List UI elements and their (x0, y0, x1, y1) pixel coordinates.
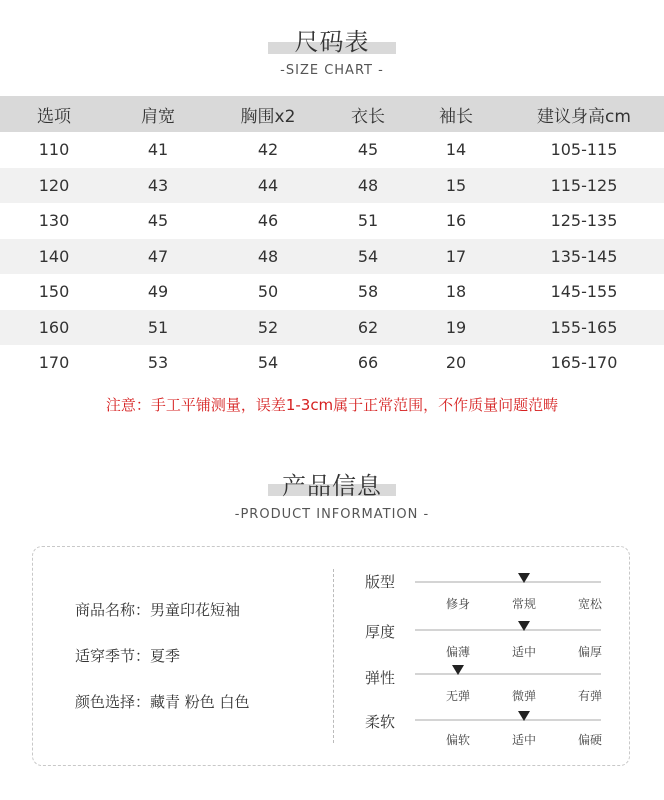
table-cell: 51 (357, 211, 379, 231)
table-cell: 51 (108, 310, 208, 346)
scale-option: 无弹 (445, 689, 470, 703)
attribute-label: 弹性 (365, 669, 396, 687)
table-cell: 48 (208, 239, 328, 275)
panel-divider (333, 569, 334, 743)
column-header: 袖长 (408, 96, 504, 132)
table-row (0, 203, 664, 239)
table-cell: 140 (0, 239, 108, 275)
scale-option: 偏软 (445, 733, 470, 747)
table-cell: 20 (445, 353, 467, 373)
table-cell: 44 (208, 168, 328, 204)
scale-option: 适中 (511, 645, 536, 659)
scale-line (415, 581, 601, 583)
scale-option: 偏厚 (577, 645, 602, 659)
product-name-field: 商品名称：男童印花短袖 (75, 601, 241, 619)
table-cell: 16 (445, 211, 467, 231)
table-cell: 105-115 (550, 140, 618, 160)
table-cell: 160 (0, 310, 108, 346)
column-header: 选项 (0, 96, 108, 132)
table-cell: 110 (38, 140, 70, 160)
table-cell: 170 (38, 353, 70, 373)
column-header: 衣长 (328, 96, 408, 132)
table-cell: 130 (38, 211, 70, 231)
table-cell: 125-135 (550, 211, 618, 231)
column-header: 胸围x2 (208, 96, 328, 132)
table-row (0, 239, 664, 275)
season-field: 适穿季节：夏季 (75, 647, 181, 665)
size-chart-subtitle: -SIZE CHART - (280, 63, 384, 78)
table-cell: 42 (257, 140, 279, 160)
attribute-label: 柔软 (365, 713, 396, 731)
table-cell: 62 (328, 310, 408, 346)
table-cell: 43 (108, 168, 208, 204)
table-cell: 48 (328, 168, 408, 204)
table-cell: 46 (257, 211, 279, 231)
table-cell: 14 (445, 140, 467, 160)
product-info-panel (32, 546, 630, 766)
table-row (0, 168, 664, 204)
scale-line (415, 629, 601, 631)
table-cell: 45 (357, 140, 379, 160)
table-cell: 165-170 (550, 353, 618, 373)
scale-line (415, 673, 601, 675)
selected-marker-icon (518, 711, 530, 721)
table-row (0, 274, 664, 310)
selected-marker-icon (518, 621, 530, 631)
table-cell: 150 (38, 282, 70, 302)
scale-line (415, 719, 601, 721)
table-header-row (0, 96, 664, 132)
table-cell: 49 (147, 282, 169, 302)
table-cell: 41 (147, 140, 169, 160)
size-chart-title: 尺码表 (294, 28, 370, 56)
table-row (0, 345, 664, 381)
selected-marker-icon (518, 573, 530, 583)
column-header: 肩宽 (108, 96, 208, 132)
table-cell: 53 (147, 353, 169, 373)
table-cell: 45 (147, 211, 169, 231)
selected-marker-icon (452, 665, 464, 675)
scale-option: 有弹 (577, 689, 602, 703)
scale-option: 偏薄 (445, 645, 470, 659)
scale-option: 宽松 (577, 597, 602, 611)
table-cell: 115-125 (504, 168, 664, 204)
table-cell: 15 (408, 168, 504, 204)
table-cell: 155-165 (504, 310, 664, 346)
product-info-heading (0, 466, 664, 522)
attribute-label: 版型 (365, 573, 396, 591)
scale-option: 适中 (511, 733, 536, 747)
table-cell: 18 (445, 282, 467, 302)
table-cell: 145-155 (550, 282, 618, 302)
table-cell: 50 (257, 282, 279, 302)
table-cell: 54 (257, 353, 279, 373)
scale-option: 微弹 (511, 689, 536, 703)
color-field: 颜色选择：藏青 粉色 白色 (75, 693, 250, 711)
table-cell: 120 (0, 168, 108, 204)
table-cell: 135-145 (504, 239, 664, 275)
table-cell: 52 (208, 310, 328, 346)
table-cell: 66 (357, 353, 379, 373)
product-info-subtitle: -PRODUCT INFORMATION - (234, 507, 430, 522)
column-header: 建议身高cm (504, 96, 664, 132)
attribute-label: 厚度 (365, 623, 396, 641)
scale-option: 修身 (445, 597, 470, 611)
table-row (0, 132, 664, 168)
size-table (0, 96, 664, 381)
measurement-note: 注意：手工平铺测量，误差1-3cm属于正常范围，不作质量问题范畴 (105, 396, 559, 414)
table-cell: 19 (408, 310, 504, 346)
table-cell: 17 (408, 239, 504, 275)
product-field-list (75, 599, 250, 737)
table-cell: 54 (328, 239, 408, 275)
size-chart-heading (0, 22, 664, 78)
scale-option: 偏硬 (577, 733, 602, 747)
table-cell: 58 (357, 282, 379, 302)
scale-option: 常规 (511, 597, 536, 611)
table-row (0, 310, 664, 346)
product-info-title: 产品信息 (282, 472, 382, 500)
table-cell: 47 (108, 239, 208, 275)
